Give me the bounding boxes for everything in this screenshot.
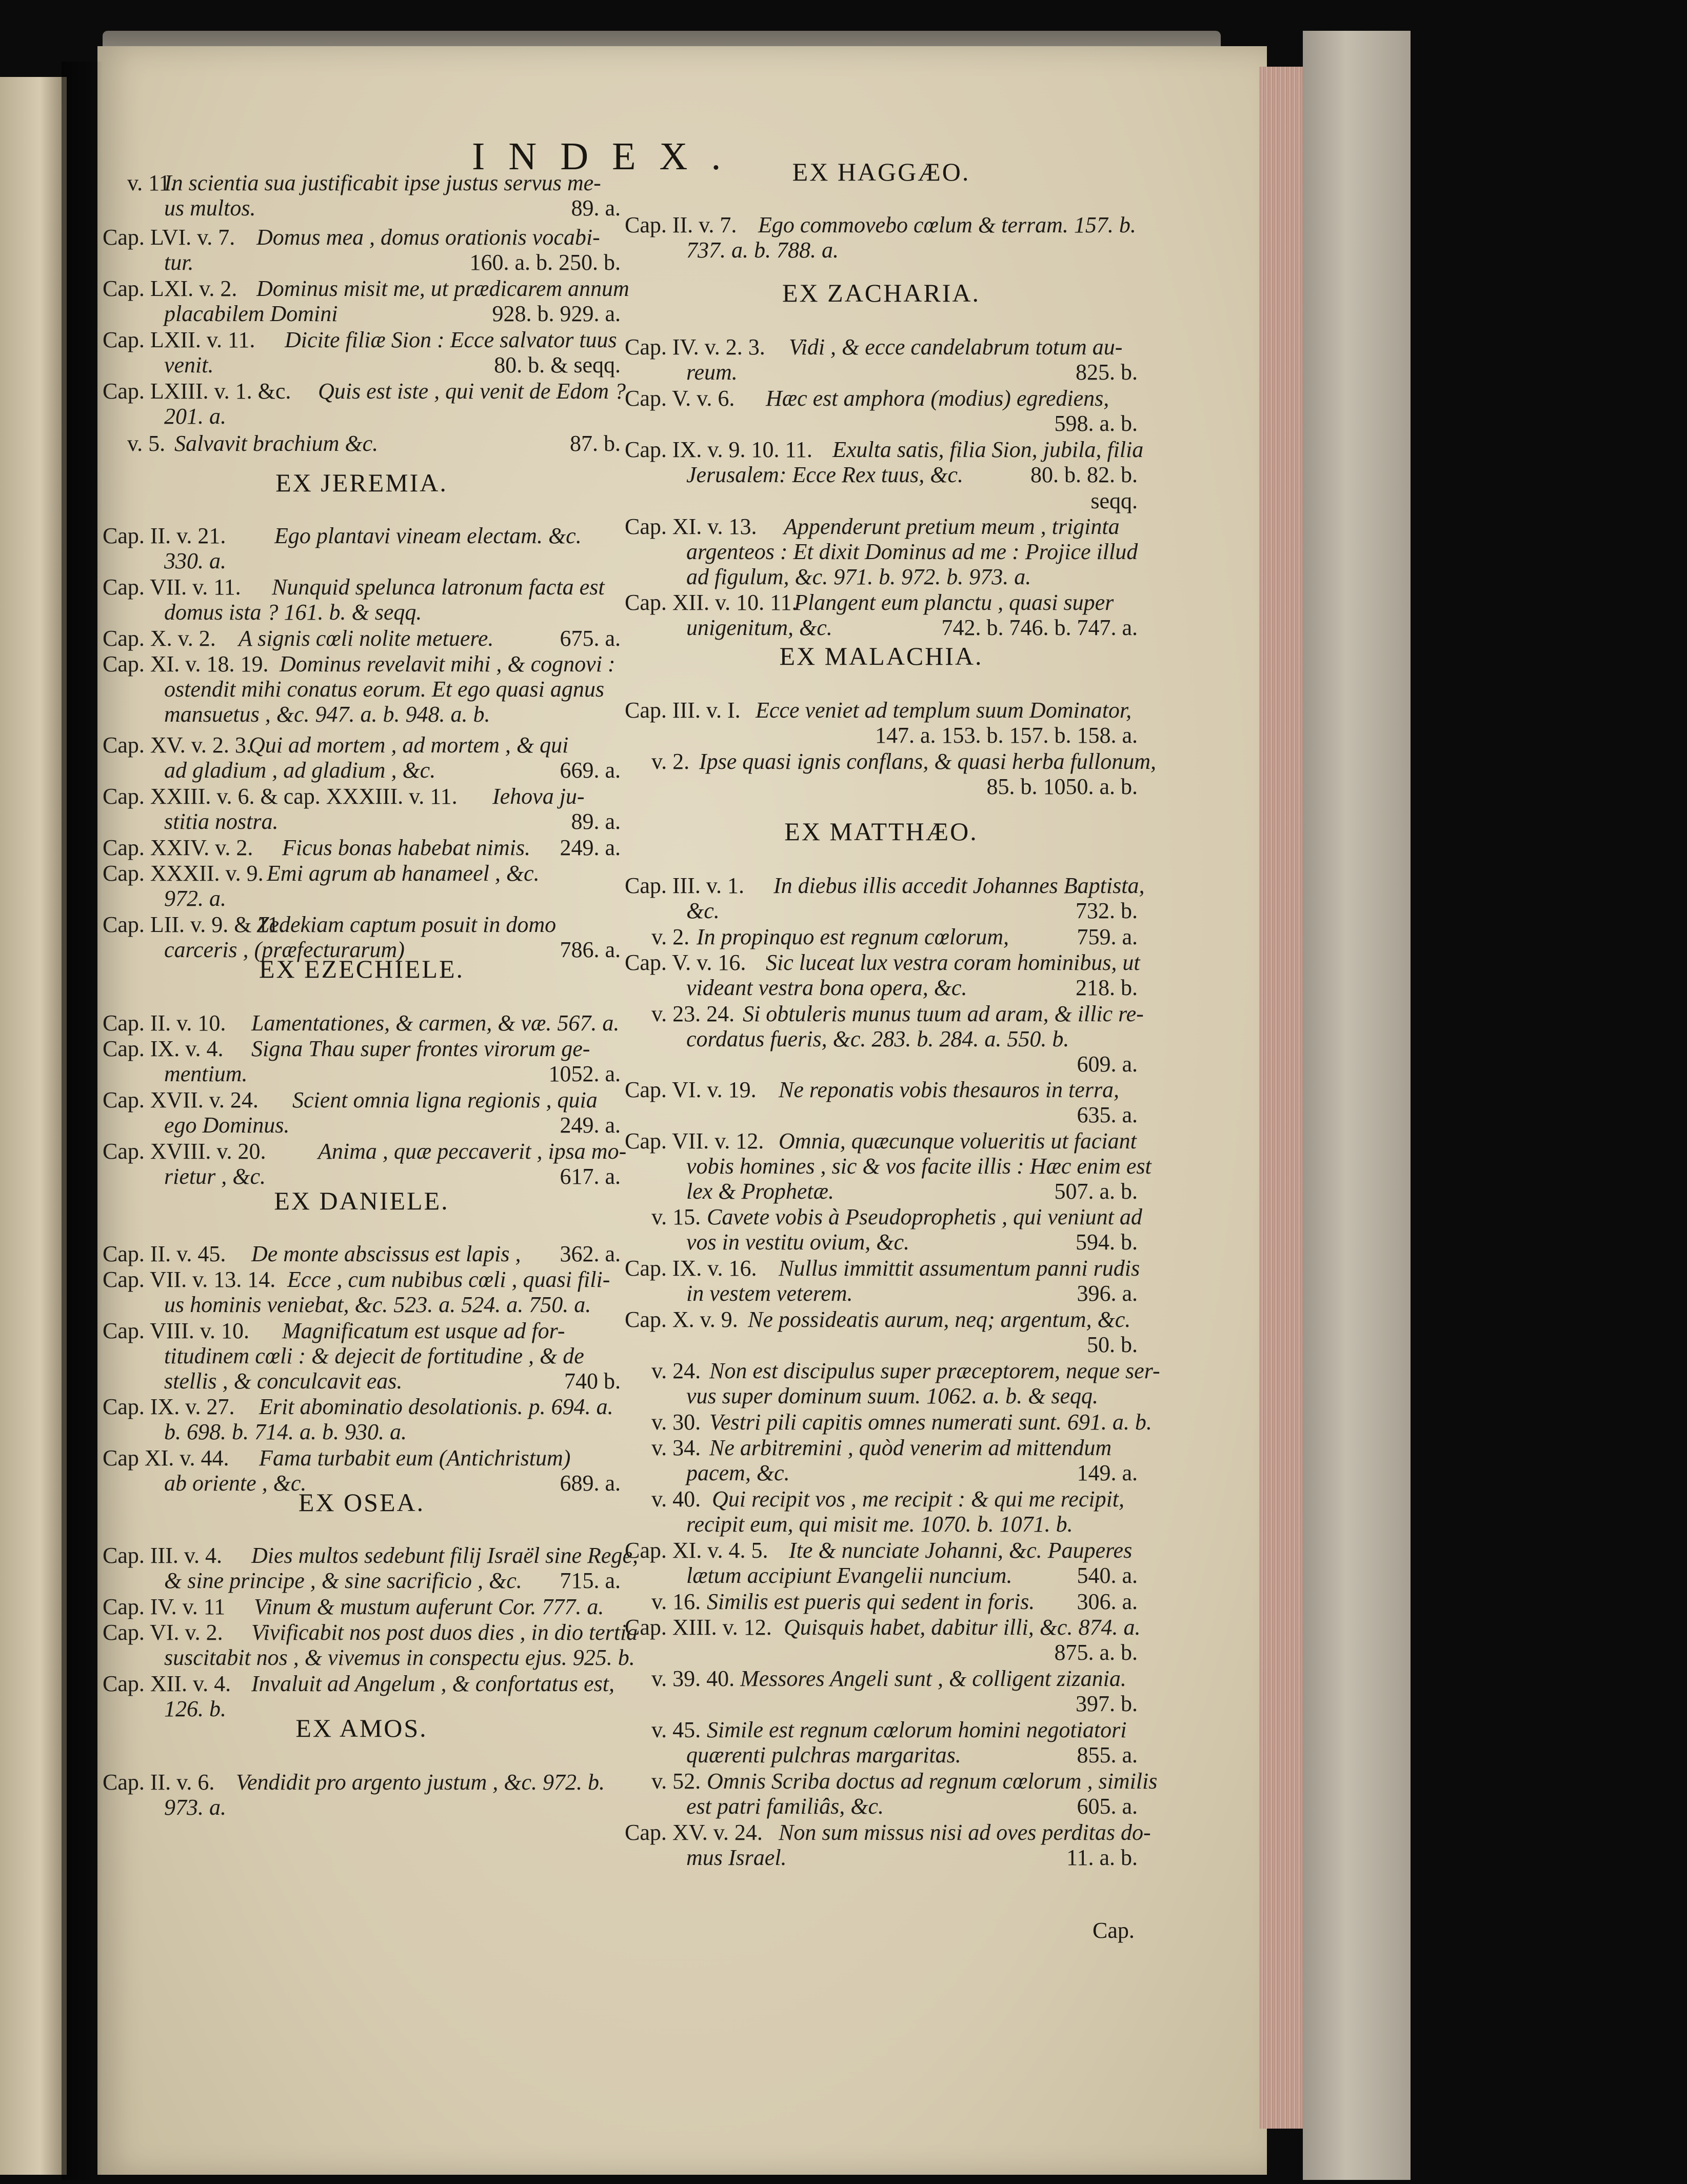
entry-text: Quisquis habet, dabitur illi, &c. 874. a. [784, 1615, 1141, 1640]
book-cover-edge [1303, 31, 1411, 2180]
entry-text: Domus mea , domus orationis vocabi- [256, 225, 600, 250]
entry-reference: v. 2. [651, 924, 690, 949]
page-reference: 249. a. [560, 835, 621, 860]
index-entry [103, 523, 621, 573]
page-reference: 617. a. [560, 1164, 621, 1189]
entry-text: Ipse quasi ignis conflans, & quasi herba fullonum, [699, 749, 1156, 774]
entry-text: lætum accipiunt Evangelii nuncium. [686, 1563, 1013, 1588]
page-reference: 218. b. [1076, 975, 1138, 1000]
page-reference: 609. a. [1077, 1051, 1138, 1077]
entry-text: vobis homines , sic & vos facite illis : Hæc enim est [686, 1154, 1152, 1179]
page-reference: 85. b. 1050. a. b. [986, 774, 1138, 799]
entry-text: Qui recipit vos , me recipit : & qui me recipit, [712, 1486, 1125, 1512]
entry-text: recipit eum, qui misit me. 1070. b. 1071. b. [686, 1512, 1073, 1537]
entry-reference: v. 11. [127, 170, 176, 195]
index-entry [103, 1267, 621, 1317]
index-entry [103, 1543, 638, 1593]
index-entry [625, 488, 1138, 513]
index-entry [103, 835, 621, 860]
entry-reference: Cap. XII. v. 10. 11. [625, 590, 798, 615]
index-entry [103, 379, 626, 429]
binding-shadow [62, 62, 103, 2180]
entry-reference: Cap. II. v. 6. [103, 1770, 215, 1795]
index-entry [103, 1394, 621, 1444]
index-entry [103, 651, 621, 727]
page-reference: 786. a. [560, 937, 621, 962]
entry-reference: Cap. VII. v. 11. [103, 574, 241, 600]
entry-text: Messores Angeli sunt , & colligent zizania. [740, 1666, 1126, 1691]
section-heading: EX MALACHIA. [779, 642, 983, 670]
entry-reference: v. 23. 24. [651, 1001, 735, 1026]
index-entry [103, 1318, 621, 1394]
index-entry [625, 1435, 1138, 1485]
entry-text: Omnia, quæcunque volueritis ut faciant [779, 1128, 1137, 1154]
index-entry [625, 590, 1138, 640]
page-reference: 89. a. [571, 195, 621, 221]
entry-text: stellis , & conculcavit eas. [164, 1368, 403, 1394]
index-entry [625, 749, 1156, 799]
entry-text: est patri familiâs, &c. [686, 1794, 884, 1819]
entry-text: Nunquid spelunca latronum facta est [272, 574, 605, 600]
index-entry [625, 950, 1138, 1000]
entry-reference: Cap. IV. v. 2. 3. [625, 334, 765, 360]
entry-reference: Cap. XV. v. 2. 3. [103, 732, 252, 758]
entry-text: Emi agrum ab hanameel , &c. [267, 861, 540, 886]
entry-text: mentium. [164, 1061, 248, 1086]
entry-reference: v. 52. [651, 1769, 701, 1794]
entry-text: A signis cœli nolite metuere. [239, 626, 494, 651]
index-entry [625, 1717, 1138, 1768]
page-reference: 11. a. b. [1066, 1845, 1138, 1870]
entry-text: 126. b. [164, 1696, 226, 1721]
index-entry [625, 1486, 1138, 1537]
entry-reference: Cap. II. v. 45. [103, 1241, 226, 1266]
entry-text: Vidi , & ecce candelabrum totum au- [789, 334, 1123, 360]
entry-reference: Cap. II. v. 21. [103, 523, 226, 548]
entry-text: Anima , quæ peccaverit , ipsa mo- [318, 1139, 627, 1164]
page-reference: 928. b. 929. a. [492, 301, 621, 326]
entry-text: 330. a. [164, 548, 226, 573]
page-reference: 507. a. b. [1054, 1179, 1138, 1204]
entry-text: placabilem Domini [164, 301, 338, 326]
index-entry [103, 170, 621, 221]
entry-text: Ne possideatis aurum, neq; argentum, &c. [748, 1307, 1131, 1332]
section-heading: EX ZACHARIA. [782, 279, 980, 307]
entry-text: Salvavit brachium &c. [174, 431, 379, 456]
entry-text: ostendit mihi conatus eorum. Et ego quasi agnus [164, 677, 604, 702]
entry-text: Simile est regnum cœlorum homini negotiatori [707, 1717, 1127, 1742]
page-reference: 147. a. 153. b. 157. b. 158. a. [875, 723, 1138, 748]
index-entry [625, 212, 1138, 263]
index-entry [103, 327, 621, 378]
index-entry [103, 861, 621, 911]
index-entry [103, 784, 621, 834]
page-reference: 669. a. [560, 758, 621, 783]
section-heading: EX AMOS. [295, 1714, 428, 1742]
index-entry [103, 276, 629, 326]
entry-reference: Cap. LVI. v. 7. [103, 225, 235, 250]
entry-text: In scientia sua justificabit ipse justus servus me- [164, 170, 601, 195]
entry-text: cordatus fueris, &c. 283. b. 284. a. 550. b. [686, 1026, 1069, 1051]
entry-text: quærenti pulchras margaritas. [686, 1742, 961, 1768]
entry-text: Fama turbabit eum (Antichristum) [259, 1445, 571, 1471]
index-entry [625, 924, 1138, 949]
index-entry [625, 1589, 1138, 1614]
section-heading: EX OSEA. [298, 1488, 425, 1517]
entry-text: Vendidit pro argento justum , &c. 972. b. [236, 1770, 605, 1795]
index-entry [625, 1769, 1158, 1819]
entry-reference: v. 2. [651, 749, 690, 774]
entry-reference: Cap. IV. v. 11 [103, 1594, 226, 1619]
entry-reference: Cap. IX. v. 27. [103, 1394, 235, 1419]
entry-reference: Cap. LII. v. 9. & 11. [103, 912, 285, 937]
index-entry [625, 1820, 1151, 1870]
entry-reference: Cap. III. v. 4. [103, 1543, 222, 1568]
entry-reference: Cap. V. v. 6. [625, 386, 735, 411]
entry-reference: Cap XI. v. 44. [103, 1445, 229, 1471]
entry-reference: Cap. LXII. v. 11. [103, 327, 255, 352]
entry-text: De monte abscissus est lapis , [251, 1241, 521, 1266]
entry-text: titudinem cœli : & dejecit de fortitudine , & de [164, 1343, 584, 1368]
entry-text: Ne reponatis vobis thesauros in terra, [779, 1077, 1120, 1102]
entry-text: In diebus illis accedit Johannes Baptista, [773, 873, 1145, 898]
entry-reference: v. 16. [651, 1589, 701, 1614]
page-reference: 160. a. b. 250. b. [469, 250, 621, 275]
entry-text: Ego commovebo cœlum & terram. 157. b. [758, 212, 1136, 237]
index-entry [625, 1358, 1160, 1408]
index-entry [103, 1620, 638, 1670]
entry-text: Ego plantavi vineam electam. &c. [274, 523, 582, 548]
entry-text: 973. a. [164, 1795, 226, 1820]
entry-text: Vinum & mustum auferunt Cor. 777. a. [254, 1594, 604, 1619]
page-reference: 635. a. [1077, 1102, 1138, 1127]
entry-text: Hæc est amphora (modius) egrediens, [766, 386, 1109, 411]
entry-text: vus super dominum suum. 1062. a. b. & seqq. [686, 1383, 1098, 1408]
index-entry [625, 1615, 1141, 1665]
entry-reference: Cap. II. v. 10. [103, 1010, 226, 1036]
index-entry [625, 1001, 1144, 1077]
entry-text: Dies multos sedebunt filij Israël sine Rege, [251, 1543, 638, 1568]
entry-reference: Cap. XI. v. 18. 19. [103, 651, 269, 677]
index-entry [103, 1241, 621, 1266]
entry-text: Nullus immittit assumentum panni rudis [779, 1256, 1140, 1281]
entry-text: stitia nostra. [164, 809, 279, 834]
index-entry [625, 1204, 1142, 1255]
index-entry [103, 1594, 621, 1619]
entry-reference: Cap. LXI. v. 2. [103, 276, 237, 301]
page-reference: 594. b. [1076, 1229, 1138, 1255]
entry-text: Vestri pili capitis omnes numerati sunt. 691. a. b. [709, 1409, 1152, 1435]
page-reference: 149. a. [1077, 1460, 1138, 1485]
entry-text: Signa Thau super frontes virorum ge- [251, 1036, 590, 1061]
entry-reference: Cap. IX. v. 16. [625, 1256, 757, 1281]
entry-reference: Cap. V. v. 16. [625, 950, 746, 975]
entry-text: Non sum missus nisi ad oves perditas do- [779, 1820, 1151, 1845]
entry-reference: v. 34. [651, 1435, 701, 1460]
index-entry [625, 514, 1138, 589]
entry-text: suscitabit nos , & vivemus in conspectu ejus. 925. b. [164, 1645, 635, 1670]
index-column-left [103, 0, 638, 2184]
entry-text: b. 698. b. 714. a. b. 930. a. [164, 1419, 407, 1444]
entry-text: Dicite filiæ Sion : Ecce salvator tuus [285, 327, 617, 352]
page-reference: 598. a. b. [1054, 411, 1138, 436]
entry-reference: v. 40. [651, 1486, 701, 1512]
entry-reference: Cap. VIII. v. 10. [103, 1318, 249, 1343]
entry-text: carceris , (præfecturarum) [164, 937, 405, 962]
entry-text: Exulta satis, filia Sion, jubila, filia [832, 437, 1144, 462]
index-entry [625, 437, 1144, 487]
index-entry [625, 1256, 1138, 1306]
entry-text: Ecce , cum nubibus cœli , quasi fili- [287, 1267, 610, 1292]
index-entry [103, 1087, 621, 1138]
entry-reference: v. 15. [651, 1204, 701, 1229]
entry-text: vos in vestitu ovium, &c. [686, 1229, 910, 1255]
entry-text: Lamentationes, & carmen, & væ. 567. a. [251, 1010, 620, 1036]
entry-reference: Cap. VII. v. 13. 14. [103, 1267, 276, 1292]
index-entry [103, 431, 621, 456]
page-reference: 689. a. [560, 1471, 621, 1496]
entry-text: ad gladium , ad gladium , &c. [164, 758, 436, 783]
index-entry [103, 1036, 621, 1086]
entry-text: 201. a. [164, 404, 226, 429]
page-reference: 875. a. b. [1054, 1640, 1138, 1665]
index-entry [625, 1077, 1138, 1127]
section-heading: EX JEREMIA. [275, 468, 448, 497]
page-reference: 742. b. 746. b. 747. a. [941, 615, 1138, 640]
entry-reference: Cap. VI. v. 2. [103, 1620, 223, 1645]
entry-text: Qui ad mortem , ad mortem , & qui [249, 732, 569, 758]
page-reference: seqq. [1090, 488, 1138, 513]
entry-text: Si obtuleris munus tuum ad aram, & illic re- [743, 1001, 1144, 1026]
entry-reference: Cap. LXIII. v. 1. &c. [103, 379, 291, 404]
entry-reference: Cap. X. v. 9. [625, 1307, 738, 1332]
entry-reference: Cap. XI. v. 4. 5. [625, 1538, 768, 1563]
page-reference: 715. a. [560, 1568, 621, 1593]
entry-text: Quis est iste , qui venit de Edom ? [318, 379, 626, 404]
entry-text: ad figulum, &c. 971. b. 972. b. 973. a. [686, 564, 1031, 589]
index-entry [103, 732, 621, 783]
entry-text: venit. [164, 352, 214, 378]
entry-text: us multos. [164, 195, 256, 221]
page-reference: 732. b. [1076, 898, 1138, 923]
index-entry [103, 225, 621, 275]
entry-reference: Cap. VII. v. 12. [625, 1128, 764, 1154]
entry-reference: Cap. IX. v. 9. 10. 11. [625, 437, 812, 462]
entry-reference: Cap. II. v. 7. [625, 212, 737, 237]
page-reference: 89. a. [571, 809, 621, 834]
entry-text: ego Dominus. [164, 1113, 290, 1138]
page-reference: 740 b. [564, 1368, 621, 1394]
entry-reference: Cap. XV. v. 24. [625, 1820, 763, 1845]
entry-text: domus ista ? 161. b. & seqq. [164, 600, 422, 625]
page-reference: 675. a. [560, 626, 621, 651]
index-entry [625, 1307, 1138, 1357]
entry-reference: Cap. III. v. 1. [625, 873, 744, 898]
page-reference: 825. b. [1076, 360, 1138, 385]
page-reference: 362. a. [560, 1241, 621, 1266]
entry-reference: Cap. XXXII. v. 9. [103, 861, 264, 886]
entry-text: us hominis veniebat, &c. 523. a. 524. a. 750. a. [164, 1292, 591, 1317]
entry-text: Ite & nunciate Johanni, &c. Pauperes [789, 1538, 1133, 1563]
entry-text: Dominus revelavit mihi , & cognovi : [280, 651, 616, 677]
page-reference: 855. a. [1077, 1742, 1138, 1768]
entry-text: pacem, &c. [686, 1460, 790, 1485]
entry-text: Plangent eum planctu , quasi super [794, 590, 1114, 615]
entry-reference: Cap. XXIII. v. 6. & cap. XXXIII. v. 11. [103, 784, 458, 809]
entry-text: Zedekiam captum posuit in domo [256, 912, 557, 937]
entry-text: in vestem veterem. [686, 1281, 853, 1306]
page-reference: 396. a. [1077, 1281, 1138, 1306]
index-entry [103, 1770, 621, 1820]
page-reference: 759. a. [1077, 924, 1138, 949]
page-reference: 87. b. [570, 431, 621, 456]
section-heading: EX HAGGÆO. [792, 157, 970, 186]
entry-text: Sic luceat lux vestra coram hominibus, ut [766, 950, 1140, 975]
entry-text: argenteos : Et dixit Dominus ad me : Projice illud [686, 539, 1138, 564]
entry-text: mus Israel. [686, 1845, 787, 1870]
index-entry [625, 1538, 1138, 1588]
page-reference: 1052. a. [548, 1061, 621, 1086]
entry-reference: v. 45. [651, 1717, 701, 1742]
entry-text: rietur , &c. [164, 1164, 266, 1189]
entry-text: tur. [164, 250, 194, 275]
index-entry [625, 1666, 1138, 1716]
index-entry [625, 698, 1138, 748]
entry-text: Ficus bonas habebat nimis. [282, 835, 530, 860]
entry-text: 972. a. [164, 886, 226, 911]
entry-text: Jerusalem: Ecce Rex tuus, &c. [686, 462, 963, 487]
page-reference: 540. a. [1077, 1563, 1138, 1588]
entry-reference: v. 39. 40. [651, 1666, 735, 1691]
entry-text: Similis est pueris qui sedent in foris. [707, 1589, 1035, 1614]
index-entry [625, 873, 1145, 923]
section-heading: EX DANIELE. [274, 1186, 449, 1215]
entry-reference: Cap. XIII. v. 12. [625, 1615, 772, 1640]
entry-text: Scient omnia ligna regionis , quia [292, 1087, 598, 1113]
entry-text: Omnis Scriba doctus ad regnum cœlorum , similis [707, 1769, 1158, 1794]
entry-text: Erit abominatio desolationis. p. 694. a. [259, 1394, 613, 1419]
entry-text: & sine principe , & sine sacrificio , &c. [164, 1568, 522, 1593]
catchword: Cap. [1093, 1918, 1135, 1943]
entry-text: videant vestra bona opera, &c. [686, 975, 967, 1000]
section-heading: EX EZECHIELE. [259, 955, 464, 983]
entry-reference: Cap. XII. v. 4. [103, 1671, 231, 1696]
entry-text: Ecce veniet ad templum suum Dominator, [756, 698, 1132, 723]
entry-text: Iehova ju- [492, 784, 585, 809]
entry-reference: Cap. X. v. 2. [103, 626, 216, 651]
entry-text: In propinquo est regnum cœlorum, [697, 924, 1009, 949]
index-entry [103, 1139, 627, 1189]
index-entry [625, 1128, 1152, 1204]
entry-text: lex & Prophetæ. [686, 1179, 834, 1204]
entry-text: &c. [686, 898, 720, 923]
entry-text: Dominus misit me, ut prædicarem annum [256, 276, 629, 301]
entry-reference: v. 5. [127, 431, 166, 456]
entry-text: Ne arbitremini , quòd venerim ad mittendum [709, 1435, 1112, 1460]
index-entry [103, 1010, 621, 1036]
page-reference: 397. b. [1076, 1691, 1138, 1716]
entry-reference: Cap. VI. v. 19. [625, 1077, 757, 1102]
entry-reference: Cap. IX. v. 4. [103, 1036, 224, 1061]
entry-reference: Cap. XXIV. v. 2. [103, 835, 253, 860]
index-entry [625, 1409, 1152, 1435]
page-reference: 80. b. 82. b. [1030, 462, 1138, 487]
page-reference: 249. a. [560, 1113, 621, 1138]
index-entry [103, 574, 621, 625]
entry-reference: v. 24. [651, 1358, 701, 1383]
entry-text: Non est discipulus super præceptorem, neque ser- [709, 1358, 1160, 1383]
entry-text: mansuetus , &c. 947. a. b. 948. a. b. [164, 702, 490, 727]
entry-text: Appenderunt pretium meum , triginta [784, 514, 1120, 539]
index-column-right [625, 0, 1160, 2184]
entry-text: Magnificatum est usque ad for- [282, 1318, 565, 1343]
page-reference: 50. b. [1087, 1332, 1138, 1357]
page-title: INDEX. [472, 135, 745, 178]
index-entry [103, 626, 621, 651]
index-entry [625, 386, 1138, 436]
page-reference: 80. b. & seqq. [494, 352, 621, 378]
entry-reference: Cap. XVIII. v. 20. [103, 1139, 266, 1164]
entry-text: Vivificabit nos post duos dies , in dio tertia [251, 1620, 638, 1645]
entry-text: 737. a. b. 788. a. [686, 237, 839, 263]
page-reference: 306. a. [1077, 1589, 1138, 1614]
entry-text: ab oriente , &c. [164, 1471, 307, 1496]
index-entry [625, 334, 1138, 385]
entry-reference: Cap. XVII. v. 24. [103, 1087, 259, 1113]
entry-text: reum. [686, 360, 738, 385]
entry-text: Cavete vobis à Pseudoprophetis , qui veniunt ad [707, 1204, 1142, 1229]
page-reference: 605. a. [1077, 1794, 1138, 1819]
entry-text: unigenitum, &c. [686, 615, 832, 640]
section-heading: EX MATTHÆO. [784, 817, 978, 846]
entry-reference: Cap. XI. v. 13. [625, 514, 757, 539]
entry-text: Invaluit ad Angelum , & confortatus est, [251, 1671, 615, 1696]
entry-reference: Cap. III. v. I. [625, 698, 741, 723]
facing-page-edge [0, 77, 67, 2175]
entry-reference: v. 30. [651, 1409, 701, 1435]
